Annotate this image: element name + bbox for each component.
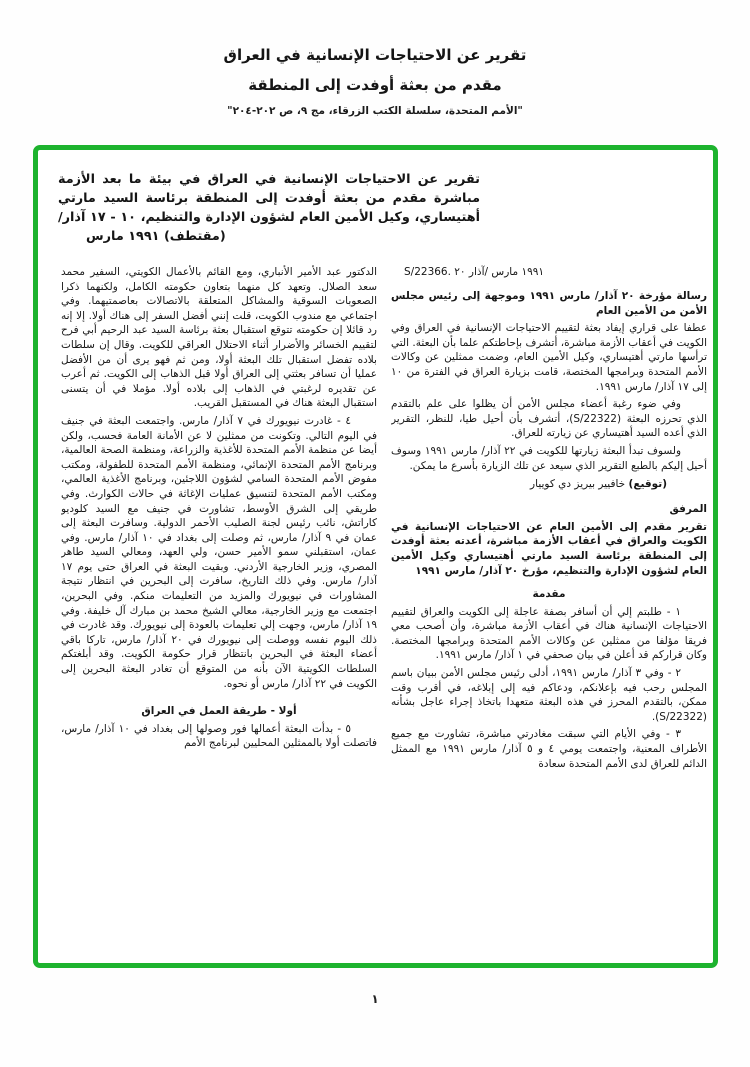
box-title-line-3: أهتيساري، وكيل الأمين العام لشؤون الإدارة والتنظيم، ١٠ - ١٧ آذار/	[58, 210, 480, 225]
signature-label: (توقيع)	[628, 478, 667, 491]
box-title-line-2: مباشرة مقدم من بعثة أوفدت إلى المنطقة برئاسة السيد مارتي	[58, 191, 480, 206]
document-title-line-2: مقدم من بعثة أوفدت إلى المنطقة	[248, 76, 502, 94]
numbered-paragraph-5: ٥ - بدأت البعثة أعمالها فور وصولها إلى بغداد في ١٠ آذار/ مارس، فاتصلت أولا بالممثلين المحليين لبرنامج الأمم	[61, 722, 377, 750]
document-header	[0, 0, 750, 122]
continuation-paragraph: الدكتور عبد الأمير الأنباري، ومع القائم بالأعمال الكويتي، السفير محمد سعد الصلال. وتعهد كل منهما بتعاون حكومته الكامل، ولكنهما ذكرا الصعوبات السوقية والمشاكل المتعلقة بالاتصالات بعاصمتيهما. وفي اجتماعي مع مندوب الكويت، قلت إنني أفضل السفر إلى هناك أولا. إلا إنه رد قائلا إن حكومته تتوقع استقبال بعثة برئاسة السيد عبد الرحيم أبي فرح لتقييم الخسائر والأضرار أثناء الاحتلال العراقي للكويت. وقال إن سلطات بلاده تفضل استقبال تلك البعثة أولا، ومن ثم فهو يرى أن من الأفضل عمليا أن تسافر بعثتي إلى العراق أولا قبل الذهاب إلى الكويت. ثم أعرب عن تقديره لرغبتي في الذهاب إلى بلاده أولا. مؤملا في أن يتسنى استقبال البعثة هناك في المستقبل القريب.	[61, 266, 377, 410]
letter-paragraph-1: عطفا على قراري إيفاد بعثة لتقييم الاحتياجات الإنسانية في العراق وفي الكويت في أعقاب الأزمة مباشرة، أتشرف بإحاطتكم علما بأن البعثة. التي ترأسها مارتي أهتيساري، وكيل الأمين العام، وضمت ممثلين عن وكالات الأمم المتحدة وبرامجها المختصة، قامت بزيارة العراق في الفترة من ١٠ إلى ١٧ آذار/ مارس ١٩٩١.	[391, 322, 707, 393]
section-one-heading: أولا - طريقة العمل في العراق	[141, 705, 297, 718]
document-title-line-1: تقرير عن الاحتياجات الإنسانية في العراق	[223, 46, 527, 64]
report-box	[33, 145, 718, 968]
letter-paragraph-3: ولسوف تبدأ البعثة زيارتها للكويت في ٢٢ آذار/ مارس ١٩٩١ وسوف أحيل إليكم بالطبع التقرير الذي سيعد عن تلك الزيارة بأسرع ما يمكن.	[391, 444, 707, 472]
box-title-line-1: تقرير عن الاحتياجات الإنسانية في العراق في بيئة ما بعد الأزمة	[58, 172, 480, 187]
two-column-text	[58, 265, 707, 963]
letter-paragraph-2: وفي ضوء رغبة أعضاء مجلس الأمن أن يظلوا على علم بالتقدم الذي تحرزه البعثة (S/22322)، أتشرف بأن أحيل طيا، للنظر، التقرير الذي أعده السيد أهتيساري عن زيارته للعراق.	[391, 398, 707, 440]
page-number: ١	[371, 992, 379, 1006]
numbered-paragraph-2: ٢ - وفي ٣ آذار/ مارس ١٩٩١، أدلى رئيس مجلس الأمن ببيان باسم المجلس رحب فيه بإعلانكم، ودعاكم فيه إلى إبلاغه، في أقرب وقت ممكن، بالتقدم المحرز في هذه البعثة متعهدا باتخاذ إجراء عاجل بشأنه (S/22322).	[391, 667, 707, 723]
source-citation: "الأمم المتحدة، سلسلة الكتب الزرقاء، مج ٩، ص ٢٠٢-٢٠٤"	[227, 105, 523, 117]
report-box-title	[58, 170, 480, 246]
numbered-paragraph-3: ٣ - وفي الأيام التي سبقت مغادرتي مباشرة، تشاورت مع جميع الأطراف المعنية، واجتمعت يومي ٤ و ٥ آذار/ مارس ١٩٩١ مع الممثل الدائم للعراق لدى الأمم المتحدة سعادة	[391, 728, 707, 770]
annex-title: تقرير مقدم إلى الأمين العام عن الاحتياجات الإنسانية في الكويت والعراق في أعقاب الأزمة مباشرة، أعدته بعثة أوفدت إلى المنطقة برئاسة السيد مارتي أهتيساري وكيل الأمين العام لشؤون الإدارة والتنظيم، مؤرخ ٢٠ آذار/ مارس ١٩٩١	[391, 520, 707, 577]
letter-subject-heading: رسالة مؤرخة ٢٠ آذار/ مارس ١٩٩١ وموجهة إلى رئيس مجلس الأمن من الأمين العام	[391, 290, 707, 317]
document-symbol-dateline: S/22366. ٢٠‎ آذار/‎ مارس‎ ١٩٩١	[404, 266, 545, 278]
signature-name: خافيير بيريز دي كوييار	[530, 478, 626, 491]
annex-heading: المرفق	[669, 503, 707, 516]
introduction-heading: مقدمة	[532, 588, 566, 601]
right-column	[391, 265, 707, 963]
box-title-line-4: مارس‎ ١٩٩١‎ (مقتطف)	[86, 229, 226, 244]
signature-line	[391, 476, 707, 492]
left-column	[61, 265, 377, 963]
numbered-paragraph-1: ١ - طلبتم إلي أن أسافر بصفة عاجلة إلى الكويت والعراق لتقييم الاحتياجات الإنسانية هناك في أعقاب الأزمة مباشرة، وأن أصحب معي فريقا مؤلفا من ممثلين عن وكالات الأمم المتحدة وبرامجها المختصة. وكان قراركم قد أعلن في بيان صحفي في ١ آذار/ مارس ١٩٩١.	[391, 605, 707, 662]
numbered-paragraph-4: ٤ - غادرت نيويورك في ٧ آذار/ مارس. واجتمعت البعثة في جنيف في اليوم التالي. وتكونت من ممثلين لا عن الأمانة العامة فحسب، ولكن أيضا عن منظمة الأمم المتحدة للأغذية والزراعة، ومنظمة الصحة العالمية، وبرنامج الأمم المتحدة الإنمائي، ومنظمة الأمم المتحدة للطفولة، ومكتب مفوض الأمم المتحدة السامي لشؤون اللاجئين، وبرنامج الأغذية العالمي، ومكتب الأمم المتحدة لتنسيق عمليات الإغاثة في حالات الكوارث. وفي طريقي إلى الشرق الأوسط، تشاورت في جنيف مع السيد كلوديو كاراتش، نائب رئيس لجنة الصليب الأحمر الدولية. وسافرت البعثة إلى عمان في ٩ آذار/ مارس، ثم وصلت إلى بغداد في ١٠ آذار/ مارس. وفي عمان، استقبلني سمو الأمير حسن، ولي العهد، ومعالي السيد طاهر المصري، وزير الخارجية الأردني. وبقيت البعثة في العراق حتى يوم ١٧ آذار/ مارس. وفي ذلك التاريخ، سافرت إلى البحرين في انتظار نتيجة المشاورات في نيويورك والمزيد من التعليمات منكم. وفي البحرين، اجتمعت مع وزير الخارجية، معالي الشيخ محمد بن مبارك آل خليفة. وفي ١٩ آذار/ مارس، وجهت إلي تعليمات بالعودة إلى نيويورك. وقد غادرت في ذلك اليوم نفسه ووصلت إلى نيويورك في ٢٠ آذار/ مارس، تاركا باقي أعضاء البعثة في البحرين بانتظار قرار حكومة الكويت. وقد أبلغتكم السلطات الكويتية الآن بأنه من المتوقع أن تغادر البعثة البحرين إلى الكويت في ٢٢ آذار/ مارس أو نحوه.	[61, 414, 377, 690]
